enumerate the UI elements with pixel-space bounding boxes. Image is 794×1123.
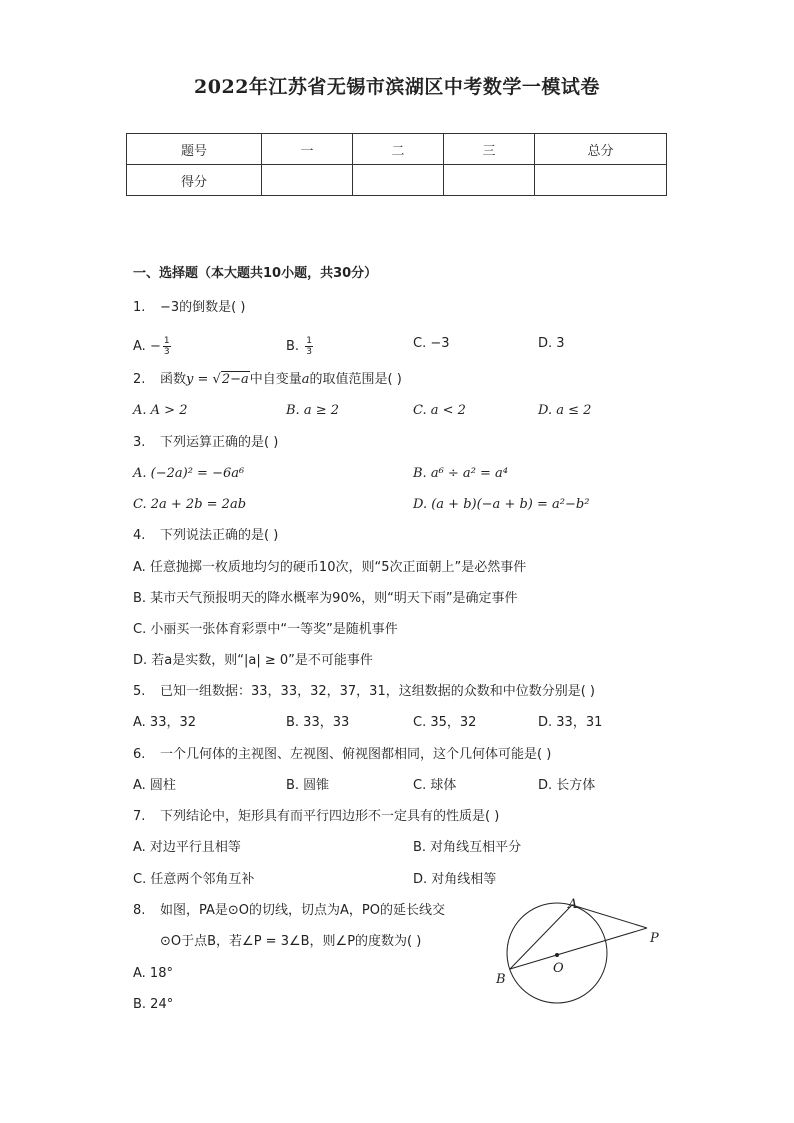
label-o: O: [553, 961, 564, 976]
numerator: 1: [306, 336, 312, 346]
question-number: 3.: [133, 435, 146, 450]
option-d: D. (a + b)(−a + b) = a²−b²: [413, 497, 590, 512]
option-label: B.: [286, 339, 300, 354]
option-d: D. 对角线相等: [413, 872, 497, 887]
option-c: C. 35，32: [413, 715, 477, 730]
option-b: B. a⁶ ÷ a² = a⁴: [413, 466, 509, 481]
option-c: C. 球体: [413, 778, 457, 793]
option-b: B. 33，33: [286, 715, 350, 730]
question-number: 1.: [133, 300, 146, 315]
question-number: 4.: [133, 528, 146, 543]
stem-text: 的取值范围是( ): [309, 372, 402, 387]
score-cell[interactable]: [353, 165, 444, 196]
question-number: 7.: [133, 809, 146, 824]
option-d: D. 33，31: [538, 715, 603, 730]
radicand: 2−a: [221, 372, 249, 387]
option-c: C. −3: [413, 336, 450, 351]
math-var: a: [301, 372, 310, 387]
option-c: C. 小丽买一张体育彩票中“一等奖”是随机事件: [133, 622, 398, 637]
option-label: A.: [133, 339, 146, 354]
score-cell[interactable]: [444, 165, 535, 196]
sqrt-sign: √: [212, 372, 221, 387]
question-stem: [160, 372, 402, 388]
stem-text: 函数: [160, 372, 187, 387]
option-b: B. 某市天气预报明天的降水概率为90%，则“明天下雨”是确定事件: [133, 591, 518, 606]
score-header-cell: 二: [353, 134, 444, 165]
option-c: C. a < 2: [413, 403, 466, 418]
center-point: [555, 953, 559, 957]
score-header-cell: 总分: [535, 134, 667, 165]
option-c: C. 任意两个邻角互补: [133, 872, 255, 887]
score-cell[interactable]: [535, 165, 667, 196]
stem-text: 中自变量: [249, 372, 302, 387]
denominator: 3: [163, 347, 170, 357]
option-a: A. 18°: [133, 966, 173, 981]
option-a: A. 圆柱: [133, 778, 176, 793]
score-header-cell: 一: [262, 134, 353, 165]
denominator: 3: [306, 347, 312, 357]
option-a: A. 对边平行且相等: [133, 840, 241, 855]
question-stem: 已知一组数据：33，33，32，37，31，这组数据的众数和中位数分别是( ): [160, 684, 595, 699]
page-title: 2022年江苏省无锡市滨湖区中考数学一模试卷: [194, 76, 600, 98]
option-b: B. 24°: [133, 997, 174, 1012]
minus-sign: −: [149, 339, 161, 354]
math-op: =: [193, 372, 213, 387]
option-a: A. 33，32: [133, 715, 197, 730]
question-stem: −3的倒数是( ): [160, 300, 246, 315]
question-stem: 下列说法正确的是( ): [160, 528, 279, 543]
label-p: P: [650, 931, 659, 946]
line-pa: [572, 905, 647, 928]
numerator: 1: [163, 336, 170, 346]
question-stem-line2: ⊙O于点B，若∠P = 3∠B，则∠P的度数为( ): [160, 934, 422, 949]
score-cell[interactable]: [262, 165, 353, 196]
circle-tangent-figure: [490, 895, 670, 1015]
question-stem: 一个几何体的主视图、左视图、俯视图都相同，这个几何体可能是( ): [160, 747, 552, 762]
option-b: [286, 336, 313, 357]
score-row-label: 得分: [127, 165, 262, 196]
option-d: D. a ≤ 2: [538, 403, 592, 418]
option-a: A. A > 2: [133, 403, 188, 418]
question-stem: 下列结论中，矩形具有而平行四边形不一定具有的性质是( ): [160, 809, 500, 824]
question-number: 8.: [133, 903, 146, 918]
option-b: B. 对角线互相平分: [413, 840, 522, 855]
math-var: y: [186, 372, 194, 387]
score-header-cell: 三: [444, 134, 535, 165]
option-a: A. (−2a)² = −6a⁶: [133, 466, 245, 481]
score-table: [126, 133, 667, 196]
option-b: B. 圆锥: [286, 778, 330, 793]
option-a: A. 任意抛掷一枚质地均匀的硬币10次，则“5次正面朝上”是必然事件: [133, 560, 527, 575]
option-b: B. a ≥ 2: [286, 403, 339, 418]
option-a: [133, 336, 171, 357]
fraction: [305, 336, 313, 357]
option-d: D. 长方体: [538, 778, 596, 793]
option-c: C. 2a + 2b = 2ab: [133, 497, 247, 512]
option-d: D. 3: [538, 336, 565, 351]
label-a: A: [568, 897, 578, 912]
question-stem: 下列运算正确的是( ): [160, 435, 279, 450]
option-d: D. 若a是实数，则“|a| ≥ 0”是不可能事件: [133, 653, 373, 668]
score-table-header-row: [127, 134, 667, 165]
label-b: B: [496, 972, 506, 987]
score-header-cell: 题号: [127, 134, 262, 165]
question-number: 5.: [133, 684, 146, 699]
section-heading: 一、选择题（本大题共10小题，共30分）: [133, 266, 378, 281]
question-number: 6.: [133, 747, 146, 762]
question-stem-line1: 如图，PA是⊙O的切线，切点为A，PO的延长线交: [160, 903, 445, 918]
fraction: [163, 336, 171, 357]
question-number: 2.: [133, 372, 146, 387]
score-table-score-row: [127, 165, 667, 196]
